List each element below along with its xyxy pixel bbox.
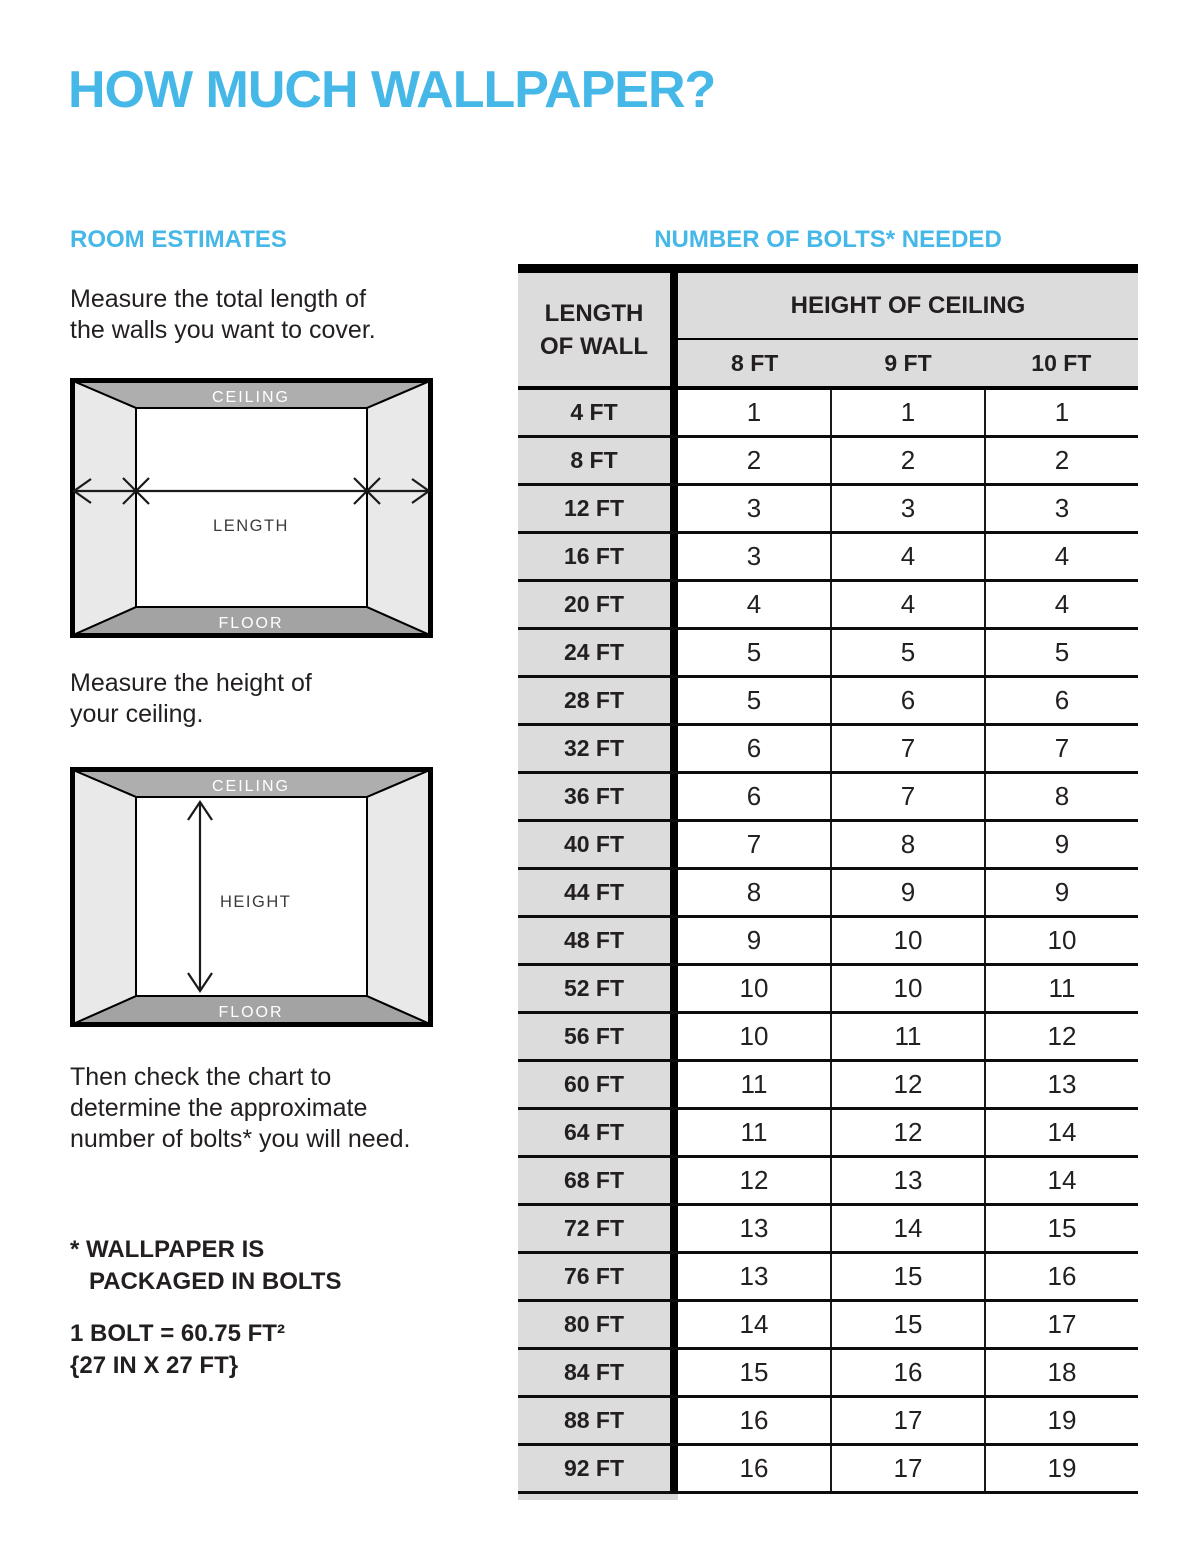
bolt-count-cell: 10 — [832, 966, 986, 1011]
left-wall-surface — [73, 770, 136, 1024]
wall-length-cell: 76 FT — [518, 1254, 678, 1299]
bolt-count-cell: 3 — [1054, 493, 1070, 523]
wall-length-cell: 68 FT — [518, 1158, 678, 1203]
bolt-count-cell: 15 — [1047, 1213, 1077, 1243]
wall-length-cell: 4 FT — [518, 390, 678, 435]
instruction-line: the walls you want to cover. — [70, 316, 376, 344]
bolt-count-cell: 13 — [678, 1206, 832, 1251]
bolt-count-cell: 12 — [1047, 1021, 1077, 1051]
subheader-9ft: 9 FT — [884, 349, 932, 376]
bolt-count-cell: 11 — [678, 1062, 832, 1107]
table-header — [518, 273, 1138, 386]
bolt-count-cell: 9 — [678, 918, 832, 963]
bolt-count-cell: 15 — [678, 1350, 832, 1395]
subheader-10ft: 10 FT — [1031, 349, 1092, 376]
bolt-count-cell: 17 — [832, 1398, 986, 1443]
bolt-count-cell: 17 — [1047, 1309, 1077, 1339]
wall-length-cell: 84 FT — [518, 1350, 678, 1395]
wall-length-cell: 80 FT — [518, 1302, 678, 1347]
bolt-count-cell: 1 — [678, 390, 832, 435]
table-row — [518, 774, 1138, 822]
bolt-count-cell: 3 — [678, 486, 832, 531]
bolt-spec-line: {27 IN X 27 FT} — [70, 1352, 239, 1379]
instruction-check-chart — [70, 1062, 410, 1155]
table-row — [518, 390, 1138, 438]
floor-label: FLOOR — [218, 615, 284, 632]
instruction-line: number of bolts* you will need. — [70, 1125, 411, 1153]
bolt-count-cell: 8 — [1054, 781, 1070, 811]
bolt-count-cell: 9 — [1054, 829, 1070, 859]
wall-length-cell: 88 FT — [518, 1398, 678, 1443]
height-of-ceiling-header-group — [678, 273, 1138, 386]
instruction-line: Then check the chart to — [70, 1063, 332, 1091]
bolt-count-cell: 8 — [832, 822, 986, 867]
table-row — [518, 438, 1138, 486]
bolt-count-cell: 11 — [1048, 973, 1076, 1003]
table-row — [518, 918, 1138, 966]
table-column-shadow — [518, 1494, 678, 1500]
bolt-count-cell: 5 — [678, 678, 832, 723]
wall-length-cell: 40 FT — [518, 822, 678, 867]
bolt-estimate-table — [518, 264, 1138, 1500]
bolt-count-cell: 7 — [832, 774, 986, 819]
bolt-count-cell: 19 — [1047, 1405, 1077, 1435]
bolt-count-cell: 2 — [1054, 445, 1070, 475]
table-row — [518, 678, 1138, 726]
bolt-count-cell: 15 — [832, 1302, 986, 1347]
bolt-count-cell: 16 — [1047, 1261, 1077, 1291]
bolt-spec-line: 1 BOLT = 60.75 FT² — [70, 1320, 285, 1347]
bolt-count-cell: 7 — [832, 726, 986, 771]
footnote-line: * WALLPAPER IS — [70, 1236, 265, 1263]
bolt-count-cell: 9 — [832, 870, 986, 915]
bolt-count-cell: 5 — [678, 630, 832, 675]
wall-length-cell: 16 FT — [518, 534, 678, 579]
table-row — [518, 534, 1138, 582]
wall-length-cell: 56 FT — [518, 1014, 678, 1059]
wall-length-cell: 72 FT — [518, 1206, 678, 1251]
ceiling-height-subheaders — [678, 340, 1138, 386]
bolt-count-cell: 4 — [832, 534, 986, 579]
wall-length-cell: 60 FT — [518, 1062, 678, 1107]
bolt-count-cell: 6 — [678, 726, 832, 771]
bolt-count-cell: 7 — [678, 822, 832, 867]
bolt-count-cell: 3 — [678, 534, 832, 579]
bolt-count-cell: 12 — [678, 1158, 832, 1203]
instruction-measure-length — [70, 284, 376, 346]
bolt-count-cell: 9 — [1054, 877, 1070, 907]
length-of-wall-line: OF WALL — [540, 332, 648, 360]
wall-length-cell: 36 FT — [518, 774, 678, 819]
bolt-count-cell: 14 — [832, 1206, 986, 1251]
right-wall-surface — [367, 770, 430, 1024]
bolt-table-body — [518, 390, 1138, 1494]
wall-length-cell: 92 FT — [518, 1446, 678, 1491]
bolts-needed-heading: NUMBER OF BOLTS* NEEDED — [654, 226, 1002, 253]
bolt-count-cell: 14 — [1047, 1165, 1077, 1195]
bolt-count-cell: 13 — [678, 1254, 832, 1299]
table-row — [518, 1350, 1138, 1398]
bolt-count-cell: 7 — [1054, 733, 1070, 763]
table-row — [518, 870, 1138, 918]
bolt-count-cell: 6 — [1054, 685, 1070, 715]
table-row — [518, 1254, 1138, 1302]
table-row — [518, 1302, 1138, 1350]
footnote-line: PACKAGED IN BOLTS — [89, 1268, 342, 1295]
table-row — [518, 582, 1138, 630]
bolt-count-cell: 2 — [832, 438, 986, 483]
wall-length-cell: 52 FT — [518, 966, 678, 1011]
bolt-count-cell: 4 — [678, 582, 832, 627]
bolt-count-cell: 11 — [678, 1110, 832, 1155]
bolt-count-cell: 4 — [832, 582, 986, 627]
table-row — [518, 1110, 1138, 1158]
instruction-line: determine the approximate — [70, 1094, 368, 1122]
back-wall-surface — [136, 408, 367, 607]
bolt-count-cell: 11 — [832, 1014, 986, 1059]
instruction-measure-height — [70, 668, 312, 730]
bolt-count-cell: 1 — [1054, 397, 1070, 427]
table-row — [518, 486, 1138, 534]
wallpaper-bolts-footnote — [70, 1234, 341, 1298]
table-row — [518, 726, 1138, 774]
bolt-count-cell: 6 — [832, 678, 986, 723]
bolt-count-cell: 14 — [678, 1302, 832, 1347]
length-label: LENGTH — [213, 517, 289, 535]
wall-length-cell: 20 FT — [518, 582, 678, 627]
wall-length-cell: 32 FT — [518, 726, 678, 771]
ceiling-label: CEILING — [211, 778, 291, 795]
bolt-count-cell: 10 — [678, 1014, 832, 1059]
room-height-diagram — [70, 767, 433, 1027]
bolt-count-cell: 10 — [832, 918, 986, 963]
table-row — [518, 1206, 1138, 1254]
bolt-count-cell: 13 — [1047, 1069, 1077, 1099]
bolt-count-cell: 4 — [1054, 541, 1070, 571]
table-row — [518, 822, 1138, 870]
instruction-line: Measure the total length of — [70, 285, 367, 313]
table-row — [518, 630, 1138, 678]
bolt-count-cell: 5 — [1054, 637, 1070, 667]
bolt-count-cell: 2 — [678, 438, 832, 483]
bolt-count-cell: 16 — [678, 1446, 832, 1491]
table-row — [518, 1062, 1138, 1110]
length-of-wall-line: LENGTH — [544, 299, 644, 327]
height-of-ceiling-header: HEIGHT OF CEILING — [678, 273, 1138, 340]
bolt-count-cell: 1 — [832, 390, 986, 435]
length-of-wall-header — [518, 273, 678, 386]
left-wall-surface — [73, 381, 136, 635]
bolt-count-cell: 10 — [1047, 925, 1077, 955]
wall-length-cell: 8 FT — [518, 438, 678, 483]
room-estimates-heading: ROOM ESTIMATES — [70, 226, 287, 253]
instruction-line: Measure the height of — [70, 669, 312, 697]
instruction-line: your ceiling. — [70, 700, 204, 728]
wall-length-cell: 28 FT — [518, 678, 678, 723]
wall-length-cell: 44 FT — [518, 870, 678, 915]
table-row — [518, 1158, 1138, 1206]
bolt-count-cell: 10 — [678, 966, 832, 1011]
table-top-border — [518, 264, 1138, 273]
table-row — [518, 1446, 1138, 1494]
bolt-count-cell: 18 — [1047, 1357, 1077, 1387]
bolt-count-cell: 13 — [832, 1158, 986, 1203]
height-label: HEIGHT — [220, 893, 292, 911]
bolt-count-cell: 12 — [832, 1110, 986, 1155]
table-row — [518, 1398, 1138, 1446]
ceiling-label: CEILING — [211, 389, 291, 406]
page-title: HOW MUCH WALLPAPER? — [68, 61, 716, 119]
wall-length-cell: 24 FT — [518, 630, 678, 675]
table-row — [518, 1014, 1138, 1062]
bolt-count-cell: 17 — [832, 1446, 986, 1491]
bolt-count-cell: 4 — [1054, 589, 1070, 619]
bolt-count-cell: 5 — [832, 630, 986, 675]
bolt-size-spec — [70, 1318, 285, 1382]
wall-length-cell: 48 FT — [518, 918, 678, 963]
bolt-count-cell: 16 — [832, 1350, 986, 1395]
bolt-count-cell: 19 — [1047, 1453, 1077, 1483]
floor-label: FLOOR — [218, 1004, 284, 1021]
bolt-count-cell: 12 — [832, 1062, 986, 1107]
subheader-8ft: 8 FT — [731, 349, 779, 376]
right-wall-surface — [367, 381, 430, 635]
wall-length-cell: 64 FT — [518, 1110, 678, 1155]
room-length-diagram — [70, 378, 433, 638]
bolt-count-cell: 15 — [832, 1254, 986, 1299]
wall-length-cell: 12 FT — [518, 486, 678, 531]
bolt-count-cell: 8 — [678, 870, 832, 915]
bolt-count-cell: 14 — [1047, 1117, 1077, 1147]
bolt-count-cell: 16 — [678, 1398, 832, 1443]
table-row — [518, 966, 1138, 1014]
bolt-count-cell: 6 — [678, 774, 832, 819]
bolt-count-cell: 3 — [832, 486, 986, 531]
